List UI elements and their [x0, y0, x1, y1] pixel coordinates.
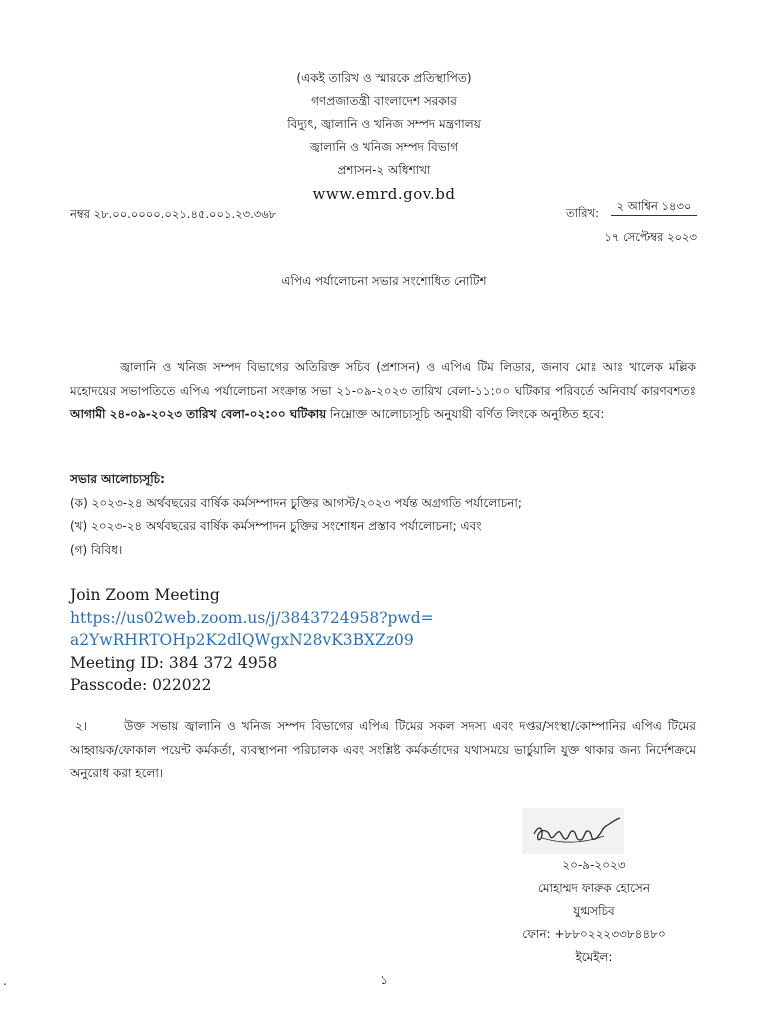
branch-name: প্রশাসন-২ অধিশাখা: [337, 163, 431, 177]
date-label: তারিখ:: [566, 206, 600, 220]
meeting-time-bold: আগামী ২৪-০৯-২০২৩ তারিখ বেলা-০২:০০ ঘটিকায়: [70, 407, 327, 421]
website-link[interactable]: www.emrd.gov.bd: [312, 185, 456, 203]
signer-phone: ফোন: +৮৮০২২২৩৩৮৪৪৮০: [522, 927, 666, 941]
zoom-link-line1[interactable]: https://us02web.zoom.us/j/3843724958?pwd=: [70, 608, 434, 627]
government-name: গণপ্রজাতন্ত্রী বাংলাদেশ সরকার: [311, 94, 457, 108]
signature-image: [522, 808, 624, 854]
zoom-meeting-id: Meeting ID: 384 372 4958: [70, 653, 278, 672]
agenda-item: (খ) ২০২৩-২৪ অর্থবছরের বার্ষিক কর্মসম্পাদন চুক্তির সংশোধন প্রস্তাব পর্যালোচনা; এবং: [70, 519, 482, 533]
agenda-title: সভার আলোচ্যসূচি:: [70, 472, 165, 486]
notice-subject: এপিএ পর্যালোচনা সভার সংশোধিত নোটিশ: [281, 274, 487, 288]
paragraph-text: জ্বালানি ও খনিজ সম্পদ বিভাগের অতিরিক্ত সচিব (প্রশাসন) ও এপিএ টিম লিডার, জনাব মোঃ আঃ খালেক মল্লিক মহোদয়ের সভাপতিতে এপিএ পর্যালোচনা সংক্রান্ত সভা ২১-০৯-২০২৩ তারিখ বেলা-১১:০০ ঘটিকার পরিবর্তে অনিবার্য কারণবশতঃ: [70, 360, 696, 398]
signature-block: [486, 854, 702, 969]
division-name: জ্বালানি ও খনিজ সম্পদ বিভাগ: [309, 140, 459, 154]
zoom-join-label: Join Zoom Meeting: [70, 586, 220, 604]
memo-number: নম্বর ২৮.০০.০০০০.০২১.৪৫.০০১.২৩.৩৬৮: [70, 207, 277, 221]
replacement-note: (একই তারিখ ও স্মারকে প্রতিস্থাপিত): [296, 71, 472, 85]
zoom-link[interactable]: [70, 607, 434, 630]
signer-designation: যুগ্মসচিব: [573, 904, 615, 918]
letterhead: [0, 67, 768, 206]
paragraph-number: ২।: [75, 719, 88, 733]
date-english: ১৭ সেপ্টেম্বর ২০২৩: [604, 230, 697, 244]
date-bangla: ২ আশ্বিন ১৪৩০: [611, 197, 697, 216]
zoom-info: [70, 584, 434, 697]
zoom-passcode: Passcode: 022022: [70, 676, 212, 694]
margin-mark: .: [3, 974, 7, 988]
agenda-item: (ক) ২০২৩-২৪ অর্থবছরের বার্ষিক কর্মসম্পাদন চুক্তির আগস্ট/২০২৩ পর্যন্ত অগ্রগতি পর্যালোচনা;: [70, 495, 522, 510]
zoom-link-line2[interactable]: a2YwRHRTOHp2K2dlQWgxN28vK3BXZz09: [70, 631, 414, 649]
agenda: [70, 468, 522, 562]
handwritten-signature-icon: [522, 808, 624, 854]
signer-email: ইমেইল:: [575, 950, 613, 964]
signature-date: ২০-৯-২০২৩: [562, 858, 626, 872]
signer-name: মোহাম্মদ ফারুক হোসেন: [537, 881, 651, 895]
agenda-item: (গ) বিবিধ।: [70, 542, 123, 557]
page-number: ১: [380, 973, 388, 987]
instruction-paragraph: [70, 715, 696, 786]
meeting-paragraph: [70, 356, 696, 427]
ministry-name: বিদ্যুৎ, জ্বালানি ও খনিজ সম্পদ মন্ত্রণালয়: [287, 117, 481, 131]
paragraph-text-end: নিম্নোক্ত আলোচ্যসূচি অনুযায়ী বর্ণিত লিংকে অনুষ্ঠিত হবে:: [326, 407, 605, 421]
instruction-text: উক্ত সভায় জ্বালানি ও খনিজ সম্পদ বিভাগের এপিএ টিমের সকল সদস্য এবং দপ্তর/সংস্থা/কোম্পানির এপিএ টিমের আহ্বায়ক/ফোকাল পয়েন্ট কর্মকর্তা, ব্যবস্থাপনা পরিচালক এবং সংশ্লিষ্ট কর্মকর্তাদের যথাসময়ে ভার্চুয়ালি যুক্ত থাকার জন্য নির্দেশক্রমে অনুরোধ করা হলো।: [70, 719, 696, 780]
zoom-link-cont[interactable]: [70, 629, 434, 652]
